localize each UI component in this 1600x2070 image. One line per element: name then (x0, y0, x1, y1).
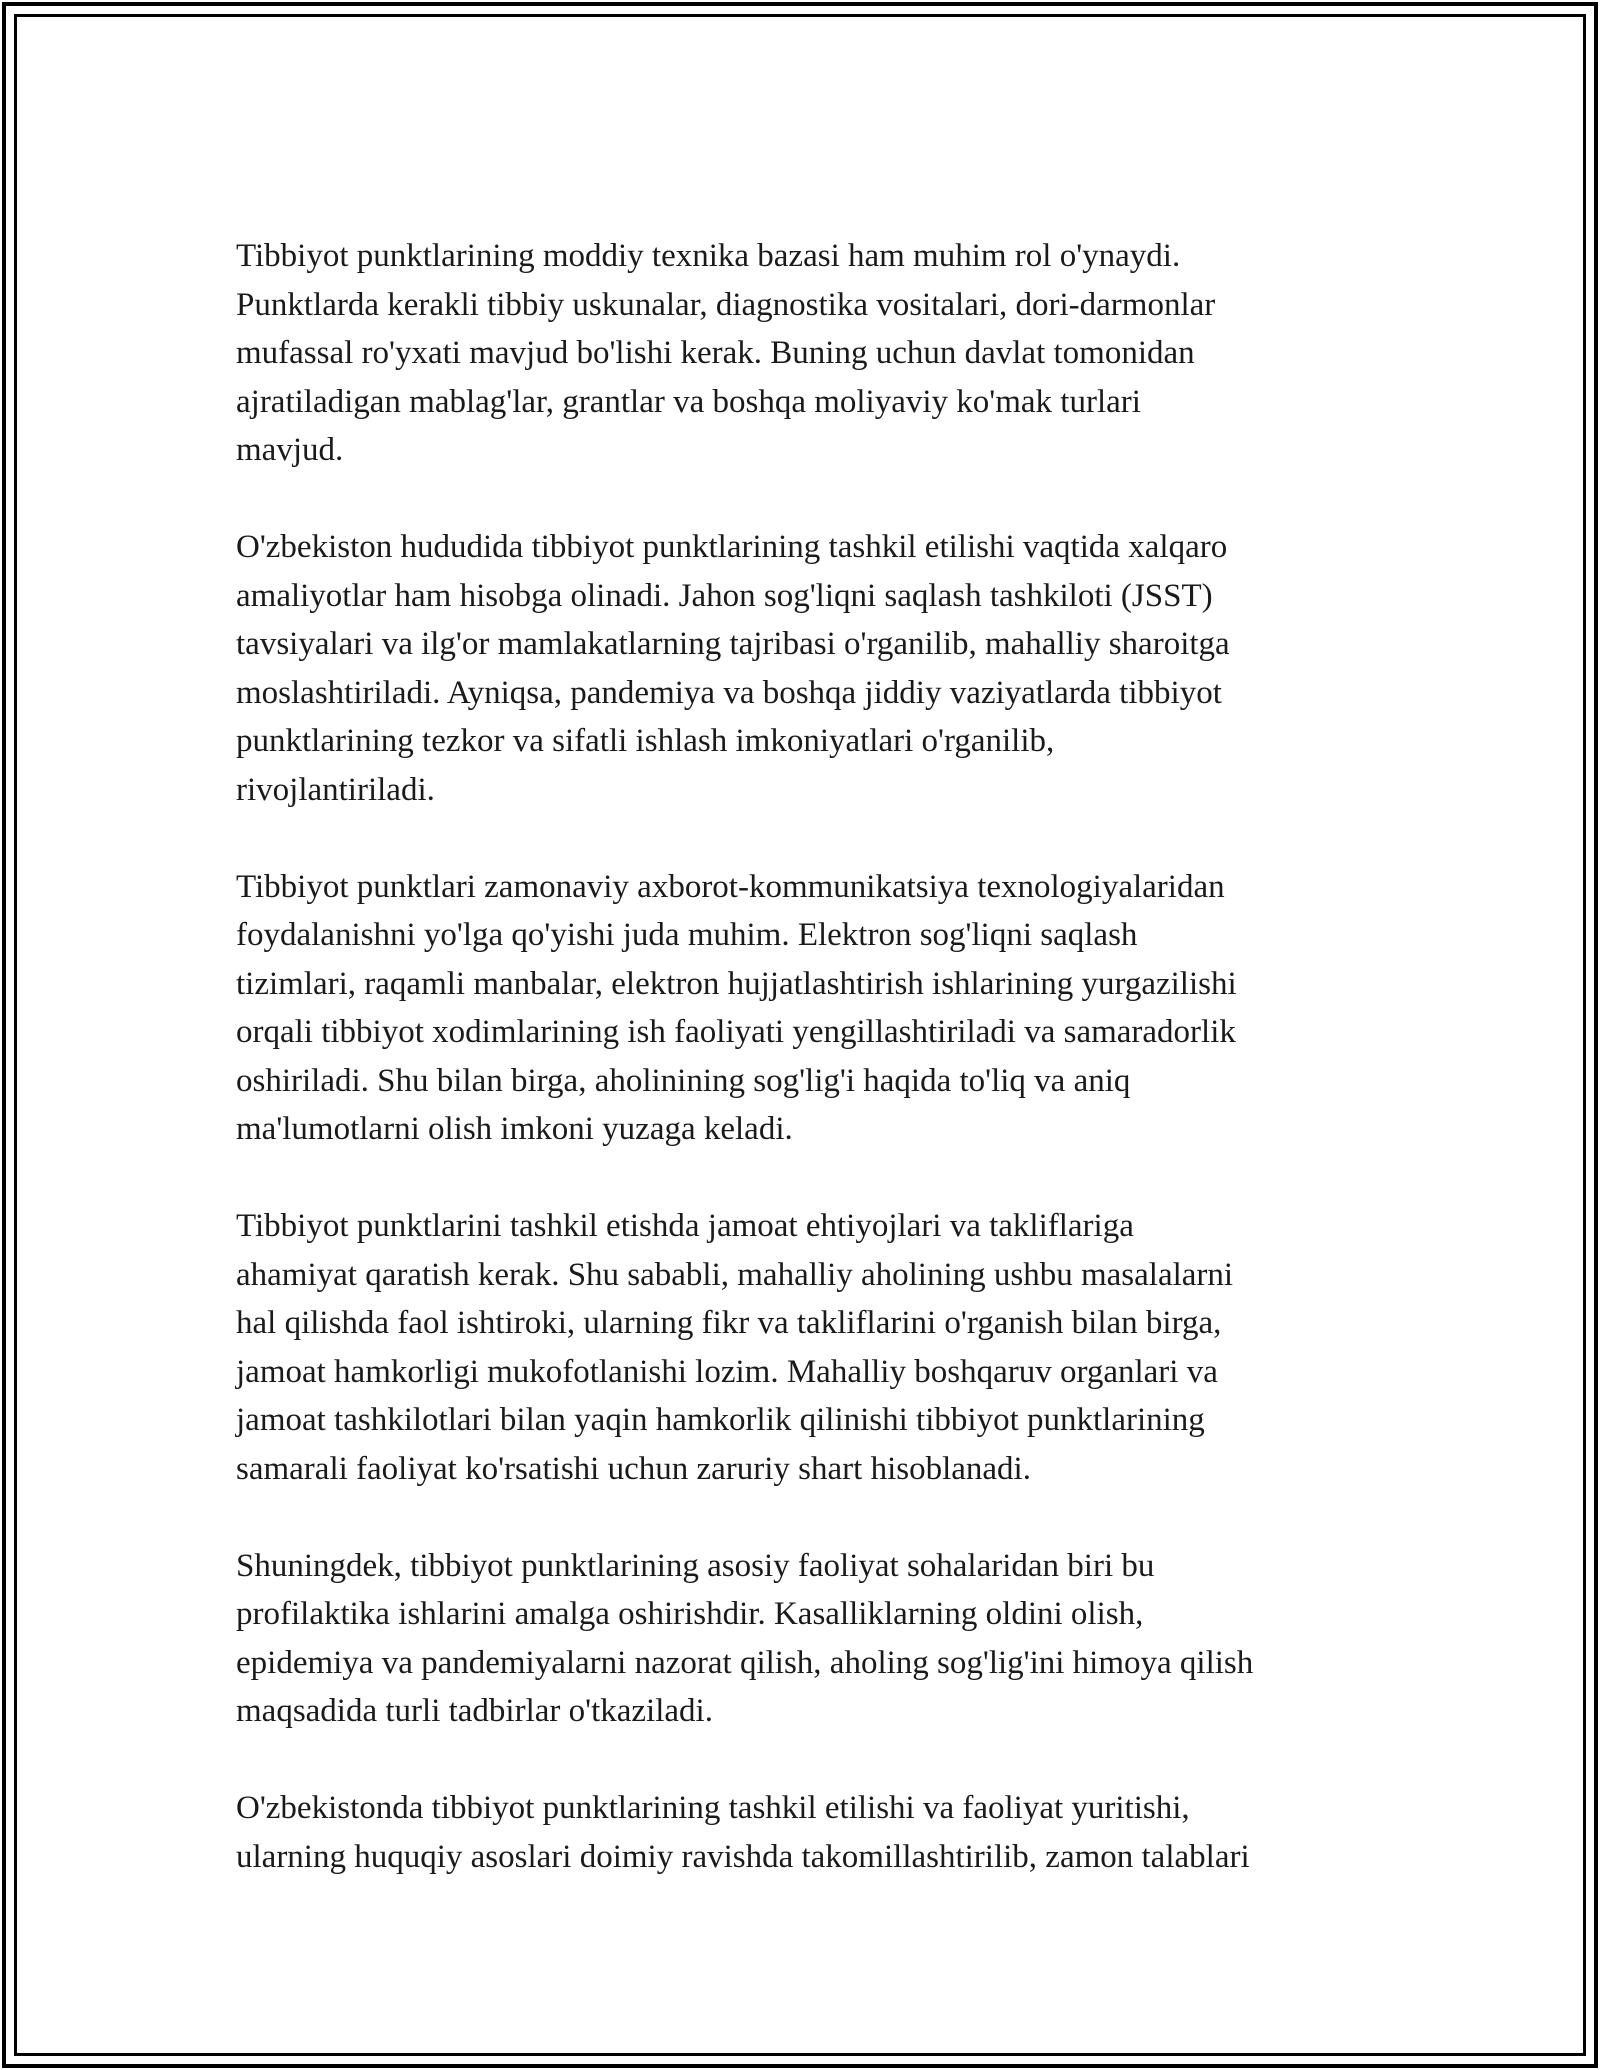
text-line: tavsiyalari va ilg'or mamlakatlarning tajribasi o'rganilib, mahalliy sharoitga (236, 626, 1230, 662)
text-line: hal qilishda faol ishtiroki, ularning fikr va takliflarini o'rganish bilan birga, (236, 1305, 1222, 1341)
text-line: jamoat hamkorligi mukofotlanishi lozim. Mahalliy boshqaruv organlari va (236, 1353, 1218, 1390)
text-line: mavjud. (236, 432, 344, 468)
text-line: rivojlantiriladi. (236, 771, 435, 808)
paragraph (236, 1784, 1386, 1881)
text-line: orqali tibbiyot xodimlarining ish faoliyati yengillashtiriladi va samaradorlik (236, 1014, 1236, 1050)
text-line: moslashtiriladi. Ayniqsa, pandemiya va boshqa jiddiy vaziyatlarda tibbiyot (236, 674, 1222, 711)
text-line: Tibbiyot punktlarini tashkil etishda jamoat ehtiyojlari va takliflariga (236, 1208, 1134, 1244)
document-body (236, 232, 1386, 1930)
text-line: foydalanishni yo'lga qo'yishi juda muhim. Elektron sog'liqni saqlash (236, 917, 1138, 953)
text-line: epidemiya va pandemiyalarni nazorat qilish, aholing sog'lig'ini himoya qilish (236, 1644, 1254, 1681)
text-line: punktlarining tezkor va sifatli ishlash imkoniyatlari o'rganilib, (236, 723, 1055, 759)
paragraph (236, 863, 1386, 1154)
text-line: Tibbiyot punktlari zamonaviy axborot-kommunikatsiya texnologiyalaridan (236, 868, 1225, 905)
paragraph (236, 232, 1386, 475)
text-line: ma'lumotlarni olish imkoni yuzaga keladi. (236, 1111, 793, 1147)
text-line: oshiriladi. Shu bilan birga, aholinining sog'lig'i haqida to'liq va aniq (236, 1062, 1131, 1099)
text-line: maqsadida turli tadbirlar o'tkaziladi. (236, 1693, 713, 1729)
text-line: Punktlarda kerakli tibbiy uskunalar, diagnostika vositalari, dori-darmonlar (236, 286, 1216, 323)
text-line: O'zbekistonda tibbiyot punktlarining tashkil etilishi va faoliyat yuritishi, (236, 1790, 1190, 1826)
text-line: profilaktika ishlarini amalga oshirishdir. Kasalliklarning oldini olish, (236, 1596, 1144, 1632)
text-line: amaliyotlar ham hisobga olinadi. Jahon sog'liqni saqlash tashkiloti (JSST) (236, 577, 1213, 614)
text-line: tizimlari, raqamli manbalar, elektron hujjatlashtirish ishlarining yurgazilishi (236, 965, 1237, 1002)
text-line: jamoat tashkilotlari bilan yaqin hamkorlik qilinishi tibbiyot punktlarining (236, 1402, 1205, 1438)
text-line: samarali faoliyat ko'rsatishi uchun zaruriy shart hisoblanadi. (236, 1450, 1031, 1487)
text-line: mufassal ro'yxati mavjud bo'lishi kerak. Buning uchun davlat tomonidan (236, 335, 1195, 371)
text-line: ajratiladigan mablag'lar, grantlar va boshqa moliyaviy ko'mak turlari (236, 383, 1141, 420)
text-line: Tibbiyot punktlarining moddiy texnika bazasi ham muhim rol o'ynaydi. (236, 238, 1181, 274)
text-line: ularning huquqiy asoslari doimiy ravishda takomillashtirilib, zamon talablari (236, 1838, 1250, 1875)
text-line: Shuningdek, tibbiyot punktlarining asosiy faoliyat sohalaridan biri bu (236, 1547, 1155, 1584)
text-line: ahamiyat qaratish kerak. Shu sababli, mahalliy aholining ushbu masalalarni (236, 1256, 1234, 1293)
paragraph (236, 1542, 1386, 1736)
text-line: O'zbekiston hududida tibbiyot punktlarining tashkil etilishi vaqtida xalqaro (236, 529, 1228, 565)
paragraph (236, 523, 1386, 814)
paragraph (236, 1202, 1386, 1493)
